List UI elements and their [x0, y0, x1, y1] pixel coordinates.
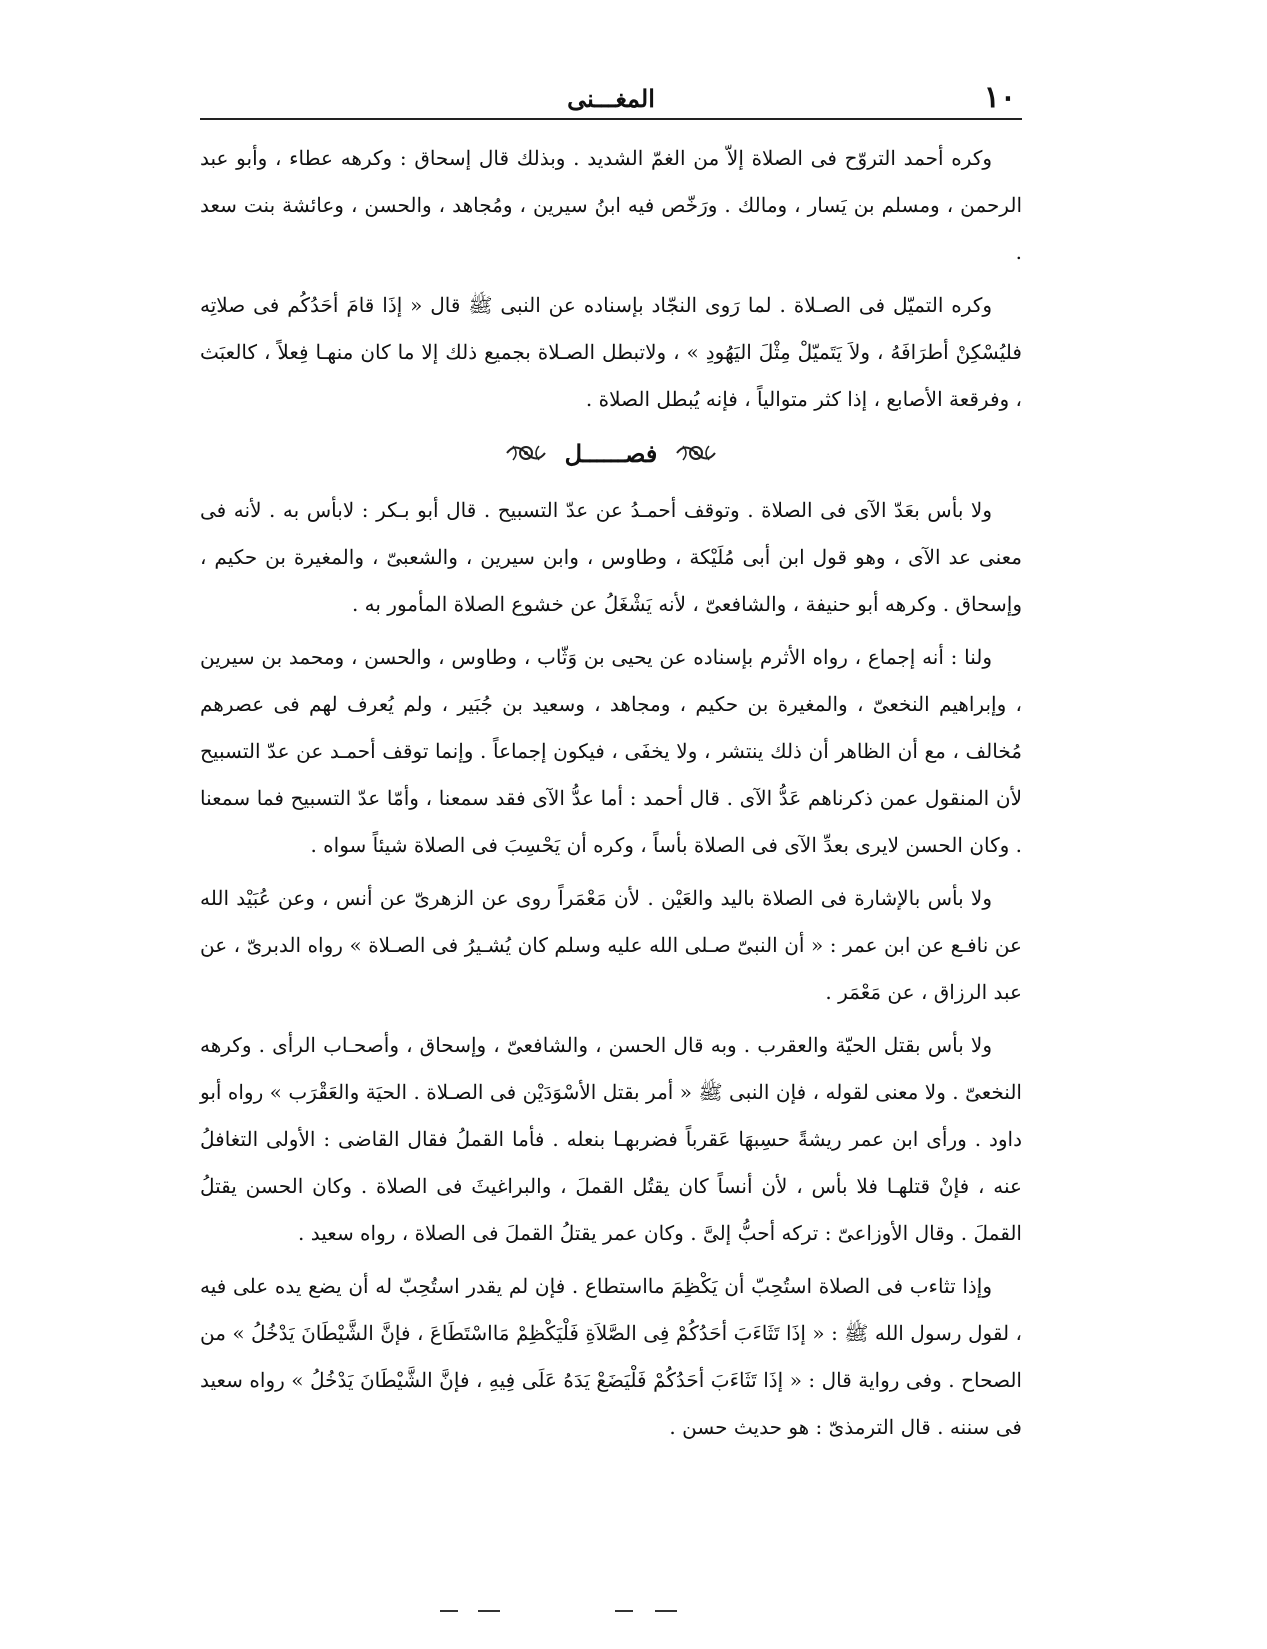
ornament-icon [675, 440, 717, 466]
paragraph: ولا بأس بقتل الحيّة والعقرب . وبه قال الحسن ، والشافعىّ ، وإسحاق ، وأصحـاب الرأى . وكرهه النخعىّ . ولا معنى لقوله ، فإن النبى ﷺ « أمر بقتل الأسْوَدَيْن فى الصـلاة . الحيَة والعَقْرَب » رواه أبو داود . ورأى ابن عمر ريشةً حسِبهَا عَقرباً فضربهـا بنعله . فأما القملُ فقال القاضى : الأولى التغافلُ عنه ، فإنْ قتلهـا فلا بأس ، لأن أنساً كان يقتُل القملَ ، والبراغيثَ فى الصلاة . وكان الحسن يقتلُ القملَ . وقال الأوزاعىّ : تركه أحبُّ إلىَّ . وكان عمر يقتلُ القملَ فى الصلاة ، رواه سعيد . [200, 1033, 1022, 1245]
paragraph: ولا بأس بالإشارة فى الصلاة باليد والعَيْن . لأن مَعْمَراً روى عن الزهرىّ عن أنس ، وعن عُبَيْد الله عن نافـع عن ابن عمر : « أن النبىّ صـلى الله عليه وسلم كان يُشـيرُ فى الصـلاة » رواه الدبرىّ ، عن عبد الرزاق ، عن مَعْمَر . [200, 886, 1022, 1004]
section-title: فصــــــل [564, 438, 658, 468]
header-rule [200, 118, 1022, 120]
footer-dash [440, 1610, 458, 1612]
running-title: المغـــنى [567, 84, 655, 113]
footer-marks [400, 1610, 870, 1616]
page-number: ١٠ [983, 80, 1016, 115]
paragraph: وإذا تثاءب فى الصلاة استُحِبّ أن يَكْظِمَ مااستطاع . فإن لم يقدر استُحِبّ له أن يضع يده على فيه ، لقول رسول الله ﷺ : « إذَا تَثَاءَبَ أحَدُكُمْ فِى الصَّلاَةِ فَلْيَكْظِمْ مَااسْتَطَاعَ ، فإنَّ الشَّيْطَانَ يَدْخُلُ » من الصحاح . وفى رواية قال : « إذَا تَثَاءَبَ أحَدُكُمْ فَلْيَضَعْ يَدَهُ عَلَى فِيهِ ، فإنَّ الشَّيْطَانَ يَدْخُلُ » رواه سعيد فى سننه . قال الترمذىّ : هو حديث حسن . [200, 1274, 1023, 1439]
page-header [200, 78, 1022, 118]
paragraph: وكره التميّل فى الصـلاة . لما رَوى النجّاد بإسناده عن النبى ﷺ قال « إذَا قامَ أحَدُكُم فى صلاتِه فليُسْكِنْ أطرَافَهُ ، ولاَ يَتَميّلْ مِثْلَ اليَهُودِ » ، ولاتبطل الصـلاة بجميع ذلك إلا ما كان منهـا فِعلاً ، كالعبَث ، وفرقعة الأصابع ، إذا كثر متوالياً ، فإنه يُبطل الصلاة . [200, 293, 1022, 411]
paragraph: ولا بأس بعَدّ الآى فى الصلاة . وتوقف أحمـدُ عن عدّ التسبيح . قال أبو بـكر : لابأس به . لأنه فى معنى عد الآى ، وهو قول ابن أبى مُلَيْكة ، وطاوس ، وابن سيرين ، والشعبىّ ، والمغيرة بن حكيم ، وإسحاق . وكرهه أبو حنيفة ، والشافعىّ ، لأنه يَشْغَلُ عن خشوع الصلاة المأمور به . [200, 498, 1022, 616]
body-text [200, 135, 1022, 1457]
section-heading [200, 433, 1022, 473]
footer-dash [615, 1610, 633, 1612]
footer-dash [478, 1610, 500, 1612]
ornament-icon [505, 440, 547, 466]
footer-dash [655, 1610, 677, 1612]
paragraph: ولنا : أنه إجماع ، رواه الأثرم بإسناده عن يحيى بن وَثّاب ، وطاوس ، والحسن ، ومحمد بن سيرين ، وإبراهيم النخعىّ ، والمغيرة بن حكيم ، ومجاهد ، وسعيد بن جُبَير ، ولم يُعرف لهم فى عصرهم مُخالف ، مع أن الظاهر أن ذلك ينتشر ، ولا يخفَى ، فيكون إجماعاً . وإنما توقف أحمـد عن عدّ التسبيح لأن المنقول عمن ذكرناهم عَدُّ الآى . قال أحمد : أما عدُّ الآى فقد سمعنا ، وأمّا عدّ التسبيح فما سمعنا . وكان الحسن لايرى بعدِّ الآى فى الصلاة بأساً ، وكره أن يَحْسِبَ فى الصلاة شيئاً سواه . [200, 645, 1022, 857]
paragraph: وكره أحمد التروّح فى الصلاة إلاّ من الغمّ الشديد . وبذلك قال إسحاق : وكرهه عطاء ، وأبو عبد الرحمن ، ومسلم بن يَسار ، ومالك . ورَخّص فيه ابنُ سيرين ، ومُجاهد ، والحسن ، وعائشة بنت سعد . [200, 146, 1022, 264]
